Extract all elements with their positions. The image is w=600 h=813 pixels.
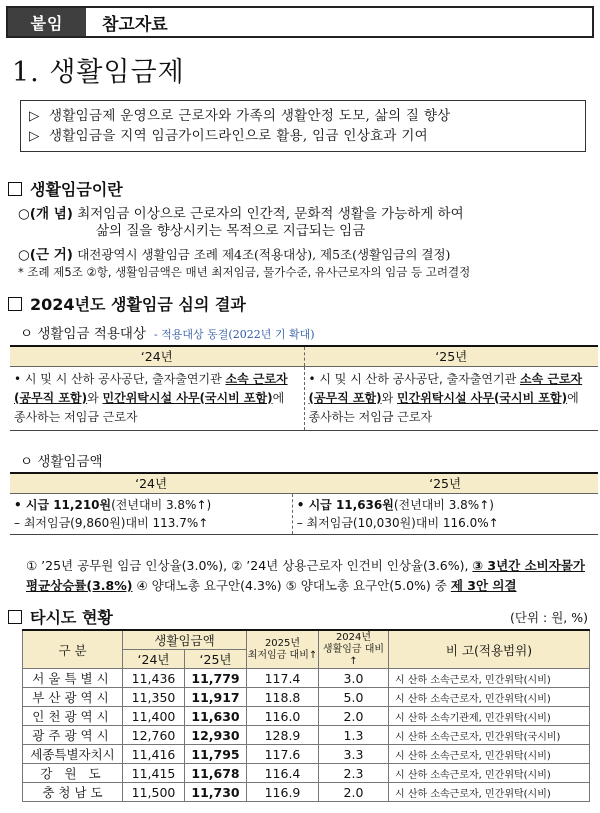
region-cell: 광주광역시 bbox=[23, 726, 123, 745]
wage-25-cell: 11,795 bbox=[185, 745, 247, 764]
remark-cell: 시 산하 소속근로자, 민간위탁(국시비) bbox=[389, 726, 590, 745]
min-ratio-cell: 128.9 bbox=[247, 726, 319, 745]
region-cell: 서울특별시 bbox=[23, 669, 123, 688]
wage-24-cell: 12,760 bbox=[123, 726, 185, 745]
region-cell: 충 청 남 도 bbox=[23, 783, 123, 802]
header-title: 참고자료 bbox=[102, 14, 168, 35]
region-cell: 부산광역시 bbox=[23, 688, 123, 707]
scope-cell-24: • 시 및 시 산하 공사공단, 출자출연기관 소속 근로자(공무직 포함)와 민간위탁시설 사무(국시비 포함)에 종사하는 저임금 근로자 bbox=[10, 366, 304, 430]
footnote: * 조례 제5조 ②항, 생활임금액은 매년 최저임금, 물가수준, 유사근로자의 임금 등 고려결정 bbox=[18, 265, 471, 279]
increase-cell: 3.0 bbox=[319, 669, 389, 688]
wage-24-cell: 11,350 bbox=[123, 688, 185, 707]
wage-24-cell: 11,415 bbox=[123, 764, 185, 783]
increase-cell: 2.0 bbox=[319, 783, 389, 802]
summary-item: ▷ 생활임금제 운영으로 근로자와 가족의 생활안정 도모, 삶의 질 향상 bbox=[29, 108, 451, 124]
wage-25-cell: 11,678 bbox=[185, 764, 247, 783]
wage-24-cell: 11,436 bbox=[123, 669, 185, 688]
document-header bbox=[6, 6, 594, 38]
wage-24-cell: 11,500 bbox=[123, 783, 185, 802]
increase-cell: 2.3 bbox=[319, 764, 389, 783]
wage-25-cell: 11,630 bbox=[185, 707, 247, 726]
unit-label: (단위 : 원, %) bbox=[510, 609, 588, 625]
other-regions-table: 구 분 생활임금액 2025년 최저임금 대비↑ 2024년 생활임금 대비↑ 비 고(적용범위) ‘24년 ‘25년 서울특별시 11,436 11,779 117.4 3.0 시 산하 소속근로자, 민간위탁(시비) 부산광역시 11,350 11,917 118.8 5.0 시 산하 소속근로자, 민간위탁(시비) 인천광역시 11,400 11,630 116.0 2.0 시 산하 소속기관제, 민간위탁(시비) 광주광역시 12,760 12,930 128.9 1.3 시 산하 소속근로자, 민간위탁(국시비) 세종특별자치시 11,416 11,795 117.6 3.3 시 산하 소속근로자, 민간위탁(시비) 강 원 도 11,415 11,678 116.4 2.3 시 산하 소속근로자, 민간위탁(시비) 충 청 남 도 11,500 11,730 116.9 2.0 시 산하 소속근로자, 민간위탁(시비) bbox=[22, 629, 590, 802]
wage-24-cell: 11,400 bbox=[123, 707, 185, 726]
scope-table: ‘24년 ‘25년 • 시 및 시 산하 공사공단, 출자출연기관 소속 근로자(공무직 포함)와 민간위탁시설 사무(국시비 포함)에 종사하는 저임금 근로자 • 시 및 시 산하 공사공단, 출자출연기관 소속 근로자(공무직 포함)와 민간위탁시설 사무(국시비 포함)에 종사하는 저임금 근로자 bbox=[10, 345, 598, 431]
remark-cell: 시 산하 소속근로자, 민간위탁(시비) bbox=[389, 783, 590, 802]
region-rows bbox=[23, 669, 590, 802]
square-icon bbox=[8, 610, 22, 624]
section-heading: 2024년도 생활임금 심의 결과 bbox=[8, 292, 246, 315]
proposal-notes: ① ’25년 공무원 임금 인상율(3.0%), ② ’24년 상용근로자 인건비 인상율(3.6%), ③ 3년간 소비자물가 평균상승률(3.8%) ④ 양대노총 요구안(4.3%) ⑤ 양대노총 요구안(5.0%) 중 제 3안 의결 bbox=[26, 558, 585, 593]
min-ratio-cell: 118.8 bbox=[247, 688, 319, 707]
wage-25-cell: 11,730 bbox=[185, 783, 247, 802]
remark-cell: 시 산하 소속근로자, 민간위탁(시비) bbox=[389, 745, 590, 764]
amount-subheading: ㅇ 생활임금액 bbox=[20, 454, 103, 470]
amount-table: ‘24년 ‘25년 • 시급 11,210원(전년대비 3.8%↑) – 최저임금(9,860원)대비 113.7%↑ • 시급 11,636원(전년대비 3.8%↑) – 최저임금(10,030원)대비 116.0%↑ bbox=[10, 472, 598, 535]
min-ratio-cell: 117.6 bbox=[247, 745, 319, 764]
definition-concept: ○(개 념) 최저임금 이상으로 근로자의 인간적, 문화적 생활을 가능하게 하여 삶의 질을 향상시키는 목적으로 지급되는 임금 bbox=[18, 206, 464, 239]
table-row bbox=[23, 783, 590, 802]
table-row bbox=[23, 764, 590, 783]
other-regions-header bbox=[8, 605, 588, 628]
square-icon bbox=[8, 182, 22, 196]
min-ratio-cell: 116.4 bbox=[247, 764, 319, 783]
amount-cell-24: • 시급 11,210원(전년대비 3.8%↑) – 최저임금(9,860원)대비 113.7%↑ bbox=[10, 493, 292, 534]
amount-cell-25: • 시급 11,636원(전년대비 3.8%↑) – 최저임금(10,030원)대비 116.0%↑ bbox=[292, 493, 598, 534]
increase-cell: 3.3 bbox=[319, 745, 389, 764]
wage-24-cell: 11,416 bbox=[123, 745, 185, 764]
table-row bbox=[23, 688, 590, 707]
triangle-icon: ▷ bbox=[29, 128, 40, 144]
table-row bbox=[23, 669, 590, 688]
increase-cell: 2.0 bbox=[319, 707, 389, 726]
region-cell: 인천광역시 bbox=[23, 707, 123, 726]
increase-cell: 1.3 bbox=[319, 726, 389, 745]
attachment-badge: 붙임 bbox=[8, 8, 86, 36]
remark-cell: 시 산하 소속근로자, 민간위탁(시비) bbox=[389, 764, 590, 783]
min-ratio-cell: 116.9 bbox=[247, 783, 319, 802]
remark-cell: 시 산하 소속근로자, 민간위탁(시비) bbox=[389, 669, 590, 688]
scope-subheading: ㅇ 생활임금 적용대상 - 적용대상 동결(2022년 기 확대) bbox=[20, 326, 315, 342]
section-heading: 생활임금이란 bbox=[8, 177, 123, 200]
wage-25-cell: 11,917 bbox=[185, 688, 247, 707]
square-icon bbox=[8, 297, 22, 311]
table-row bbox=[23, 707, 590, 726]
table-row bbox=[23, 745, 590, 764]
remark-cell: 시 산하 소속기관제, 민간위탁(시비) bbox=[389, 707, 590, 726]
section-heading: 타시도 현황 bbox=[8, 605, 113, 628]
summary-box bbox=[20, 100, 586, 152]
summary-item: ▷ 생활임금을 지역 임금가이드라인으로 활용, 임금 인상효과 기여 bbox=[29, 128, 429, 144]
table-row bbox=[23, 726, 590, 745]
definition-basis: ○(근 거) 대전광역시 생활임금 조례 제4조(적용대상), 제5조(생활임금의 결정) bbox=[18, 247, 451, 263]
min-ratio-cell: 116.0 bbox=[247, 707, 319, 726]
wage-25-cell: 11,779 bbox=[185, 669, 247, 688]
region-cell: 강 원 도 bbox=[23, 764, 123, 783]
min-ratio-cell: 117.4 bbox=[247, 669, 319, 688]
scope-cell-25: • 시 및 시 산하 공사공단, 출자출연기관 소속 근로자(공무직 포함)와 민간위탁시설 사무(국시비 포함)에 종사하는 저임금 근로자 bbox=[304, 366, 598, 430]
region-cell: 세종특별자치시 bbox=[23, 745, 123, 764]
increase-cell: 5.0 bbox=[319, 688, 389, 707]
page-title: 1. 생활임금제 bbox=[12, 57, 185, 88]
wage-25-cell: 12,930 bbox=[185, 726, 247, 745]
triangle-icon: ▷ bbox=[29, 108, 40, 124]
remark-cell: 시 산하 소속근로자, 민간위탁(시비) bbox=[389, 688, 590, 707]
